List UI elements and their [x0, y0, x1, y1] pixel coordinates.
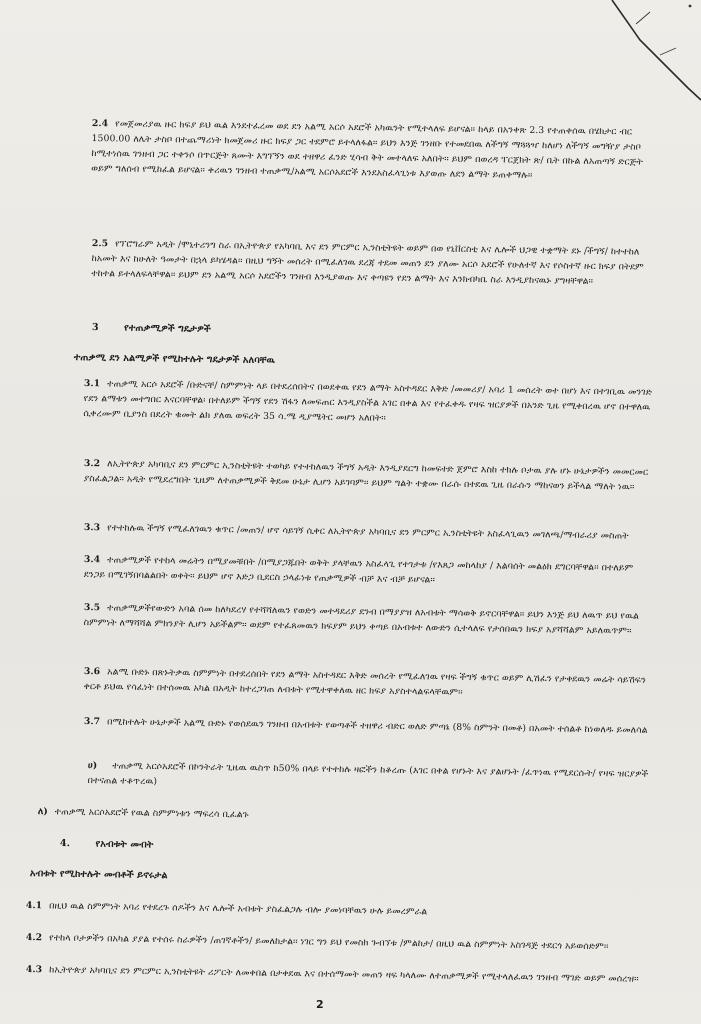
section-2-5 — [91, 236, 652, 290]
right-4-2: 4.2 የተከላ ቦታዎችን በአካል ያያል የተሰሩ ስራዎችን /ጠገኛቶችን/ ይመለከታል፡፡ ነገር ግን ይህ የመስክ ጉብኘቱ /ምልከታ/ በዚህ ዉል ስምምነት አስገዳጅ ተደርጎ አይወሰድም፡፡ — [25, 931, 609, 953]
section-3-heading — [92, 320, 492, 341]
section-number: 2.4 — [91, 117, 109, 130]
section-4-heading: 4. የአብቱት መብት — [59, 837, 154, 851]
obligations-intro: ተጠቃሚ ደን አልሚዎች የሚከተሉት ግዴታዎች አለባቸዉ — [73, 351, 276, 367]
obligation-3-6: 3.6 አልሚ ቡድኑ በጽኑትቃዉ ስምምነት በተደረሰበት የደን ልማት አስተዳደር እቅድ መሰረት የሚፈለገዉ የዛፍ ችግኝ ቁጥር ወይም ሊሽፈን የታቀደዉን መሬት ሳይሽፍን ቀርቶ ይህዉ የሳፈነት በተሰመዉ አካል በአዲት ከተረጋገጠ ለብቱት የሚተዋቀለዉ ዘር ክፍያ አያስተላልፍላቸዉም፡፡ — [83, 665, 647, 698]
section-number: 3 — [91, 321, 99, 334]
right-4-1: 4.1 በዚህ ዉል ስምምነት አባሪ የተደረጉ ሰዶችን እና ሌሎች አብቱት ያስፈልጋሉ ብሎ ያመነባቸዉን ሁሉ ይመረምራል — [25, 899, 428, 918]
obligation-3-7: 3.7 በሚከተሉት ሁኔታዎች አልሚ ቡድኑ የወሰደዉን ገንዘብ በአብቱት የወጣቶች ተዘዋሪ ብድር ወለድ ምጣኔ (8% ስምንት በመቶ) በአመት ተሰልቶ ከነወለዱ ይመለሳል — [83, 715, 648, 736]
sub-item-b: ለ) ተጠቃሚ አርሶአደሮች የዉል ስምምነቱን ማፍረሳ ቢፈልጉ — [37, 805, 249, 821]
rights-intro: አብቱት የሚከተሉት መብቶች ይኖሩታል — [29, 867, 168, 882]
obligation-3-1: 3.1 ተጠቃሚ አርሶ አደሮች /ቡድናቸ/ ስምምነት ላይ በተደረሰበትና በወደቀዉ የደን ልማት አስተዳደር እቅድ /መመሪያ/ አባሪ 1 መሰረት ወተ በሆነ እና በተገቢዉ መንገድ የደን ልማቱን መተግበር እናርባቸዋል፡ በተለይም ችግኝ የደን ሽፋን ለመፍጠር እንዲያስችል አገር በቀል እና የተፈቀዱ የዛፍ ዝርያዎች በአንድ ጊዜ የሚቀበረዉ ሆኖ በተዋለዉ ሲቀረሙም ቢያንስ በደረት ቁመት ልክ ያለዉ ወፍረት 35 ሳ.ሜ ዲያሜትር መሆን አለበት፡፡ — [83, 377, 653, 424]
obligation-3-2: 3.2 ለኢትዮጵያ አካባቢና ደን ምርምር ኢንስቲትዩት ተወካይ የተተከለዉን ችግኝ አዲት እንዲያደርግ ከመፍተድ ጀምሮ እስከ ተክሉ ቦታዉ ያሉ ሆኑ ሁኔታዎችን መመርመር ያስፈልጋል፡፡ አዲት የሚደረግበት ጊዜም ለተጠቃሚዎች ቅደመ ሁኔታ ሊሆን አይገባም፡፡ ይህም ግልት ተቋሙ በራሱ በተደዉ ጊዜ በራሱን ማከናወን ይችላል ማለት ነዉ፡፡ — [83, 457, 649, 493]
section-number: 2.5 — [91, 237, 109, 250]
section-title: የተጠቃሚዎች ግዴታዎች — [124, 322, 211, 335]
obligation-3-5: 3.5 ተጠቃሚዎችየውድን አባል ሰመ ከለካደረሃ የተሻሻለዉን የወድን መተዳደሪያ ደንብ በማያያዝ ለአብቱት ማሳወቅ ይኖርባቸዋል፡፡ ይህን እንጅ ይህ ለዉጥ ይህ የዉል ስምምነት ለማሻሻል ምክንያት ሊሆን አይችልም፡፡ ወደም የተፈጸመዉን ክፍያም ይህን ቀጣይ በአብቱተ ለውድን ሲተላለፍ የታሰበዉን ክፍያ አያሻሻልም አይለዉጥም፡፡ — [83, 601, 640, 637]
section-text: የመጀመሪያዉ ዙር ክፍያ ይህ ዉል እንደተፈረመ ወደ ደን አልሚ አርሶ አደሮች አካዉንት የሚተላለፍ ይሆናል፡፡ ከላይ በአንቀጽ 2.3 የተጠቀሰዉ በሄክታር ብር 1500.00 ለሌት ታስቦ በተጨማሪነት ክመጀመሪ ዙር ክፍያ ጋር ተደምሮ ይተላለፋል፡፡ ይህን እንጅ ገንዘቡ የተመደበዉ ለችግኝ ማጓጓዣ ከለሆነ ለችግኝ መግዥያ ታስቦ ከሚተነሰዉ ገንዘብ ጋር ተቀንሶ በጥርጅት ጸሙት እግፕኝን ወደ ተዘዋሪ ፈንድ ሂሳብ ቅት መተላለፍ አለበት፡፡ ይህም በወረዳ ፐርጀክት ጽ/ ቤት በኩል ለአጠጣኝ ድርጅት ወይም ግለሰብ የሚከፈል ይሆናል፡፡ ቀሪዉን ገንዘብ ተጠቃሚ/አልሚ አርሶአደሮች እንደአስፈላጊነቱ እያወጡ ለደን ልማት ይጠቀማሉ፡፡ — [91, 118, 644, 181]
section-2-4 — [91, 116, 652, 185]
right-4-3: 4.3 ከኢትዮጵያ አካባቢና ደን ምርምር ኢንስቲትዩት ሪፖርት ለመቀበል በታቀደዉ እና በተሰማመት መጠን ዛፍ ካላለሙ ለተጠቃሚዎች የሚተላለፈዉን ገንዘብ ማገድ ወይም መሰረዝ፡፡ — [25, 963, 639, 985]
sub-item-a: ሀ) ተጠቃሚ አርሶአደሮች በኮንትራት ጊዜዉ ዉስጥ ከ50% በላይ የተተከሉ ዛፎችን ከቆረጡ (እገር በቀል የሆኑት እና ያልሆኑት /ፈጥነዉ የሚደርሱት/ የዛፍ ዝርያዎች በተናጠል ተቆጥረዉ) — [87, 759, 649, 788]
page-number: 2 — [316, 998, 324, 1011]
obligation-3-4: 3.4 ተጠቃሚዎች የተከላ መሬትን በሚያመቹበት /በሚያጋጁበት ወቅት ያላቸዉን አስፈላጊ የተገታቱ /የእጸጋ መከላከያ / እልባሰት መልዕክ ደግርባቸዋል፡፡ በተለይም ደንጋይ በሚገኝበባልልበት ወቀት፡፡ ይህም ሆኖ እድጋ ቢደርስ ኃላፊነቱ የጠቃሚዎች ብቻ እና ብቻ ይሆናል፡፡ — [83, 553, 634, 586]
obligation-3-3: 3.3 የተተከሉዉ ችግኝ የሚፈለገዉን ቁጥር /መጠን/ ሆኖ ሳይገኝ ሲቀር ለኢትዮጵያ አካባቢና ደን ምርምር ኢንስቲትዩት አስፈላጊዉን መገለጫ/ማብራሪያ መስጠት — [83, 521, 629, 542]
section-text: የፕሮግራም አዲት /ሞኒተሪንግ ስራ በኢትዮጵያ የአካባቢ እና ደን ምርምር ኢንስቲትዩት ወይም በወ የኒቨርስቲ እና ሌሎች ህጋዊ ተቋማት ደኑ /ችግኝ/ ከተተከለ ከአመት እና ከሁለት ዓመታት በኋላ ይካሄዳል፡፡ በዚህ ግኝት መሰረት በሚፈለገዉ ደረጃ ተደመ መጠን ደን ያለሙ አርሶ አደሮች የሁለተኛ እና የሶስተኛ ዙር ክፍያ በትደም ተከተል ይተላለፍላቸዋል፡፡ ይህም ደን አልሚ አርሶ አደሮችን ገንዘብ እንዲያወጡ እና ቀጣዩን የደን ልማት እና እንክብካቤ ስራ እንዲያከናዉኑ ያግዛቸዋል፡፡ — [91, 238, 644, 287]
